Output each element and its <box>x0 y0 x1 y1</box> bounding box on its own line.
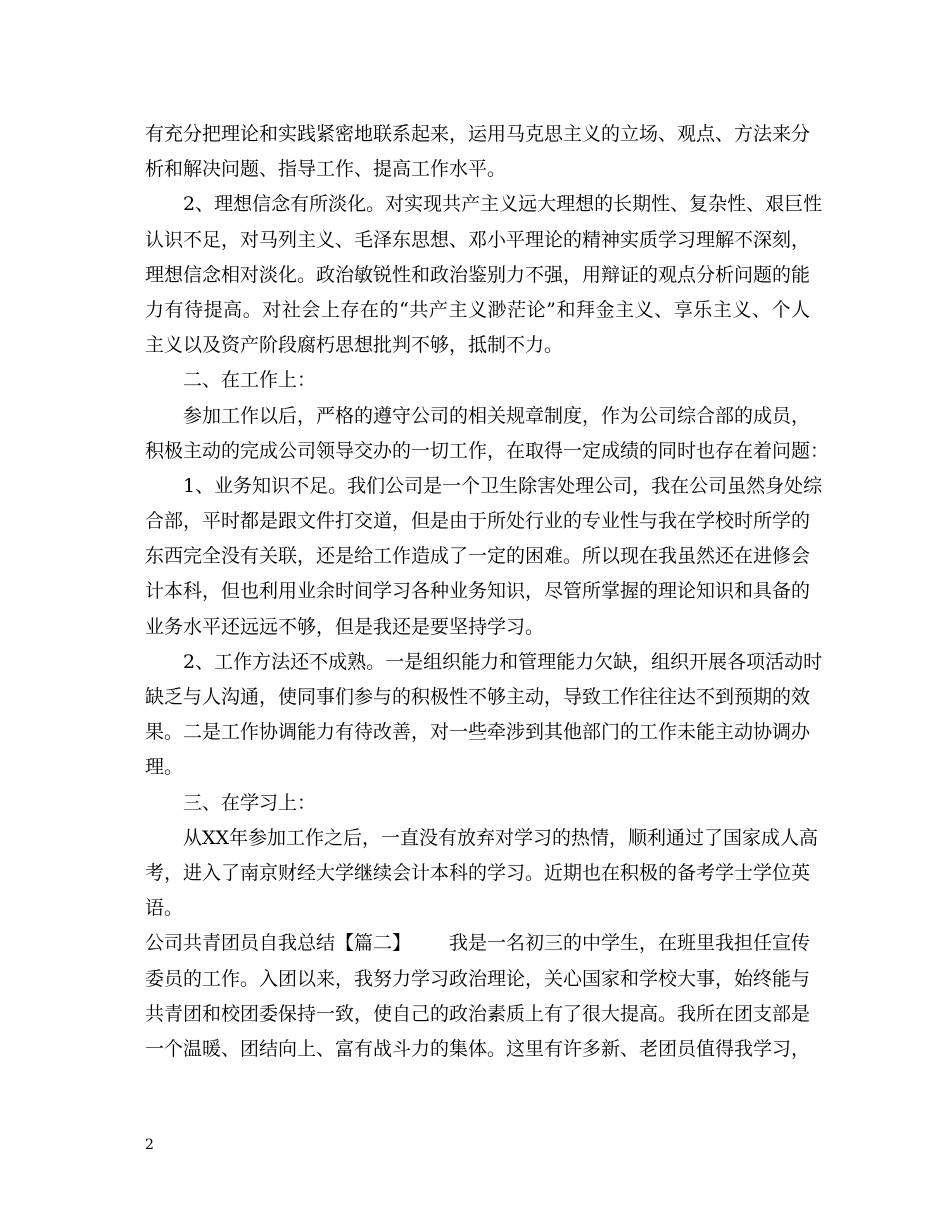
body-line: 从XX年参加工作之后，一直没有放弃对学习的热情，顺利通过了国家成人高 <box>183 826 819 849</box>
body-line: 合部，平时都是跟文件打交道，但是由于所处行业的专业性与我在学校时所学的 <box>145 510 811 533</box>
body-line: 力有待提高。对社会上存在的“共产主义渺茫论”和拜金主义、享乐主义、个人 <box>145 298 810 321</box>
document-body <box>145 117 830 1067</box>
body-line: 参加工作以后，严格的遵守公司的相关规章制度，作为公司综合部的成员， <box>183 404 811 427</box>
body-line: 积极主动的完成公司领导交办的一切工作，在取得一定成绩的同时也存在着问题： <box>145 439 830 462</box>
body-line: 共青团和校团委保持一致，使自己的政治素质上有了很大提高。我所在团支部是 <box>145 1002 811 1025</box>
body-line: 语。 <box>145 897 184 920</box>
body-line: 1、业务知识不足。我们公司是一个卫生除害处理公司，我在公司虽然身处综 <box>183 474 823 497</box>
article-title-line <box>145 926 810 961</box>
body-line: 考，进入了南京财经大学继续会计本科的学习。近期也在积极的备考学士学位英 <box>145 861 811 884</box>
body-line: 主义以及资产阶段腐朽思想批判不够，抵制不力。 <box>145 334 564 357</box>
body-line: 有充分把理论和实践紧密地联系起来，运用马克思主义的立场、观点、方法来分 <box>145 123 811 145</box>
section-heading: 二、在工作上： <box>183 369 317 392</box>
body-line: 2、理想信念有所淡化。对实现共产主义远大理想的长期性、复杂性、艰巨性 <box>183 193 823 216</box>
body-line: 理。 <box>145 756 184 779</box>
section-heading: 三、在学习上： <box>183 791 317 814</box>
body-line: 业务水平还远远不够，但是我还是要坚持学习。 <box>145 615 545 638</box>
page-number: 2 <box>145 1137 154 1153</box>
body-line: 2、工作方法还不成熟。一是组织能力和管理能力欠缺，组织开展各项活动时 <box>183 650 823 673</box>
body-line: 缺乏与人沟通，使同事们参与的积极性不够主动，导致工作往往达不到预期的效 <box>145 686 811 708</box>
article-first-line: 我是一名初三的中学生，在班里我担任宣传 <box>449 932 811 955</box>
body-line: 认识不足，对马列主义、毛泽东思想、邓小平理论的精神实质学习理解不深刻， <box>145 228 811 251</box>
article-title: 公司共青团员自我总结【篇二】 <box>145 932 412 955</box>
body-line: 委员的工作。入团以来，我努力学习政治理论，关心国家和学校大事，始终能与 <box>145 967 811 990</box>
body-line: 东西完全没有关联，还是给工作造成了一定的困难。所以现在我虽然还在进修会 <box>145 545 811 568</box>
body-line: 理想信念相对淡化。政治敏锐性和政治鉴别力不强，用辩证的观点分析问题的能 <box>145 263 811 286</box>
body-line: 析和解决问题、指导工作、提高工作水平。 <box>145 158 507 181</box>
body-line: 一个温暖、团结向上、富有战斗力的集体。这里有许多新、老团员值得我学习， <box>145 1037 811 1060</box>
body-line: 果。二是工作协调能力有待改善，对一些牵涉到其他部门的工作未能主动协调办 <box>145 721 811 744</box>
body-line: 计本科，但也利用业余时间学习各种业务知识，尽管所掌握的理论知识和具备的 <box>145 580 811 603</box>
